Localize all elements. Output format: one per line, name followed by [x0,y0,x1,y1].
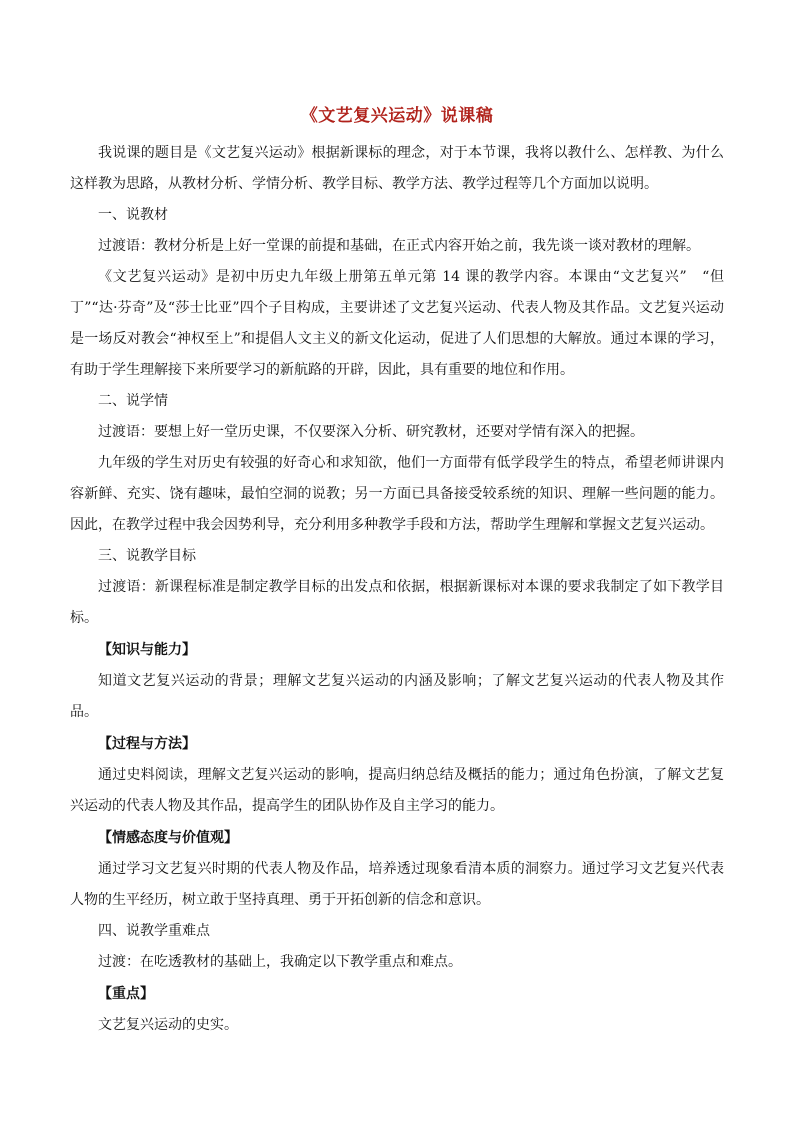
goal-values-label: 【情感态度与价值观】 [98,830,238,846]
section-heading-students: 二、说学情 [98,393,168,409]
key-point-text: 文艺复兴运动的史实。 [98,1017,238,1033]
textbook-analysis-paragraph: 《文艺复兴运动》是初中历史九年级上册第五单元第 14 课的教学内容。本课由“文艺复兴” “但丁”“达·芬奇”及“莎士比亚”四个子目构成，主要讲述了文艺复兴运动、代表人物及其作品。文艺复兴运动是一场反对教会“神权至上”和提倡人文主义的新文化运动，促进了人们思想的大解放。通过本课的学习，有助于学生理解接下来所要学习的新航路的开辟，因此，具有重要的地位和作用。 [70,269,724,378]
goals-transition-paragraph: 过渡语：新课程标准是制定教学目标的出发点和依据，根据新课标对本课的要求我制定了如下教学目标。 [70,579,724,626]
section-heading-key-points: 四、说教学重难点 [98,923,210,939]
goal-process-label: 【过程与方法】 [98,736,196,752]
key-point-label: 【重点】 [98,986,154,1002]
goal-knowledge-text: 知道文艺复兴运动的背景；理解文艺复兴运动的内涵及影响；了解文艺复兴运动的代表人物及其作品。 [70,673,724,720]
section-heading-textbook: 一、说教材 [98,207,168,223]
students-analysis-paragraph: 九年级的学生对历史有较强的好奇心和求知欲，他们一方面带有低学段学生的特点，希望老师讲课内容新鲜、充实、饶有趣味，最怕空洞的说教；另一方面已具备接受较系统的知识、理解一些问题的能力。因此，在教学过程中我会因势利导，充分利用多种教学手段和方法，帮助学生理解和掌握文艺复兴运动。 [70,455,724,533]
intro-paragraph: 我说课的题目是《文艺复兴运动》根据新课标的理念，对于本节课，我将以教什么、怎样教、为什么这样教为思路，从教材分析、学情分析、教学目标、教学方法、教学过程等几个方面加以说明。 [70,145,724,192]
goal-values-text: 通过学习文艺复兴时期的代表人物及作品，培养透过现象看清本质的洞察力。通过学习文艺复兴代表人物的生平经历，树立敢于坚持真理、勇于开拓创新的信念和意识。 [70,861,724,908]
section-heading-goals: 三、说教学目标 [98,548,196,564]
goal-process-text: 通过史料阅读，理解文艺复兴运动的影响，提高归纳总结及概括的能力；通过角色扮演，了解文艺复兴运动的代表人物及其作品，提高学生的团队协作及自主学习的能力。 [70,767,724,814]
goal-knowledge-label: 【知识与能力】 [98,642,196,658]
textbook-transition-paragraph: 过渡语：教材分析是上好一堂课的前提和基础，在正式内容开始之前，我先谈一谈对教材的理解。 [98,238,700,254]
key-points-transition-paragraph: 过渡：在吃透教材的基础上，我确定以下教学重点和难点。 [98,954,462,970]
students-transition-paragraph: 过渡语：要想上好一堂历史课，不仅要深入分析、研究教材，还要对学情有深入的把握。 [98,424,644,440]
document-title: 《文艺复兴运动》说课稿 [300,106,494,126]
